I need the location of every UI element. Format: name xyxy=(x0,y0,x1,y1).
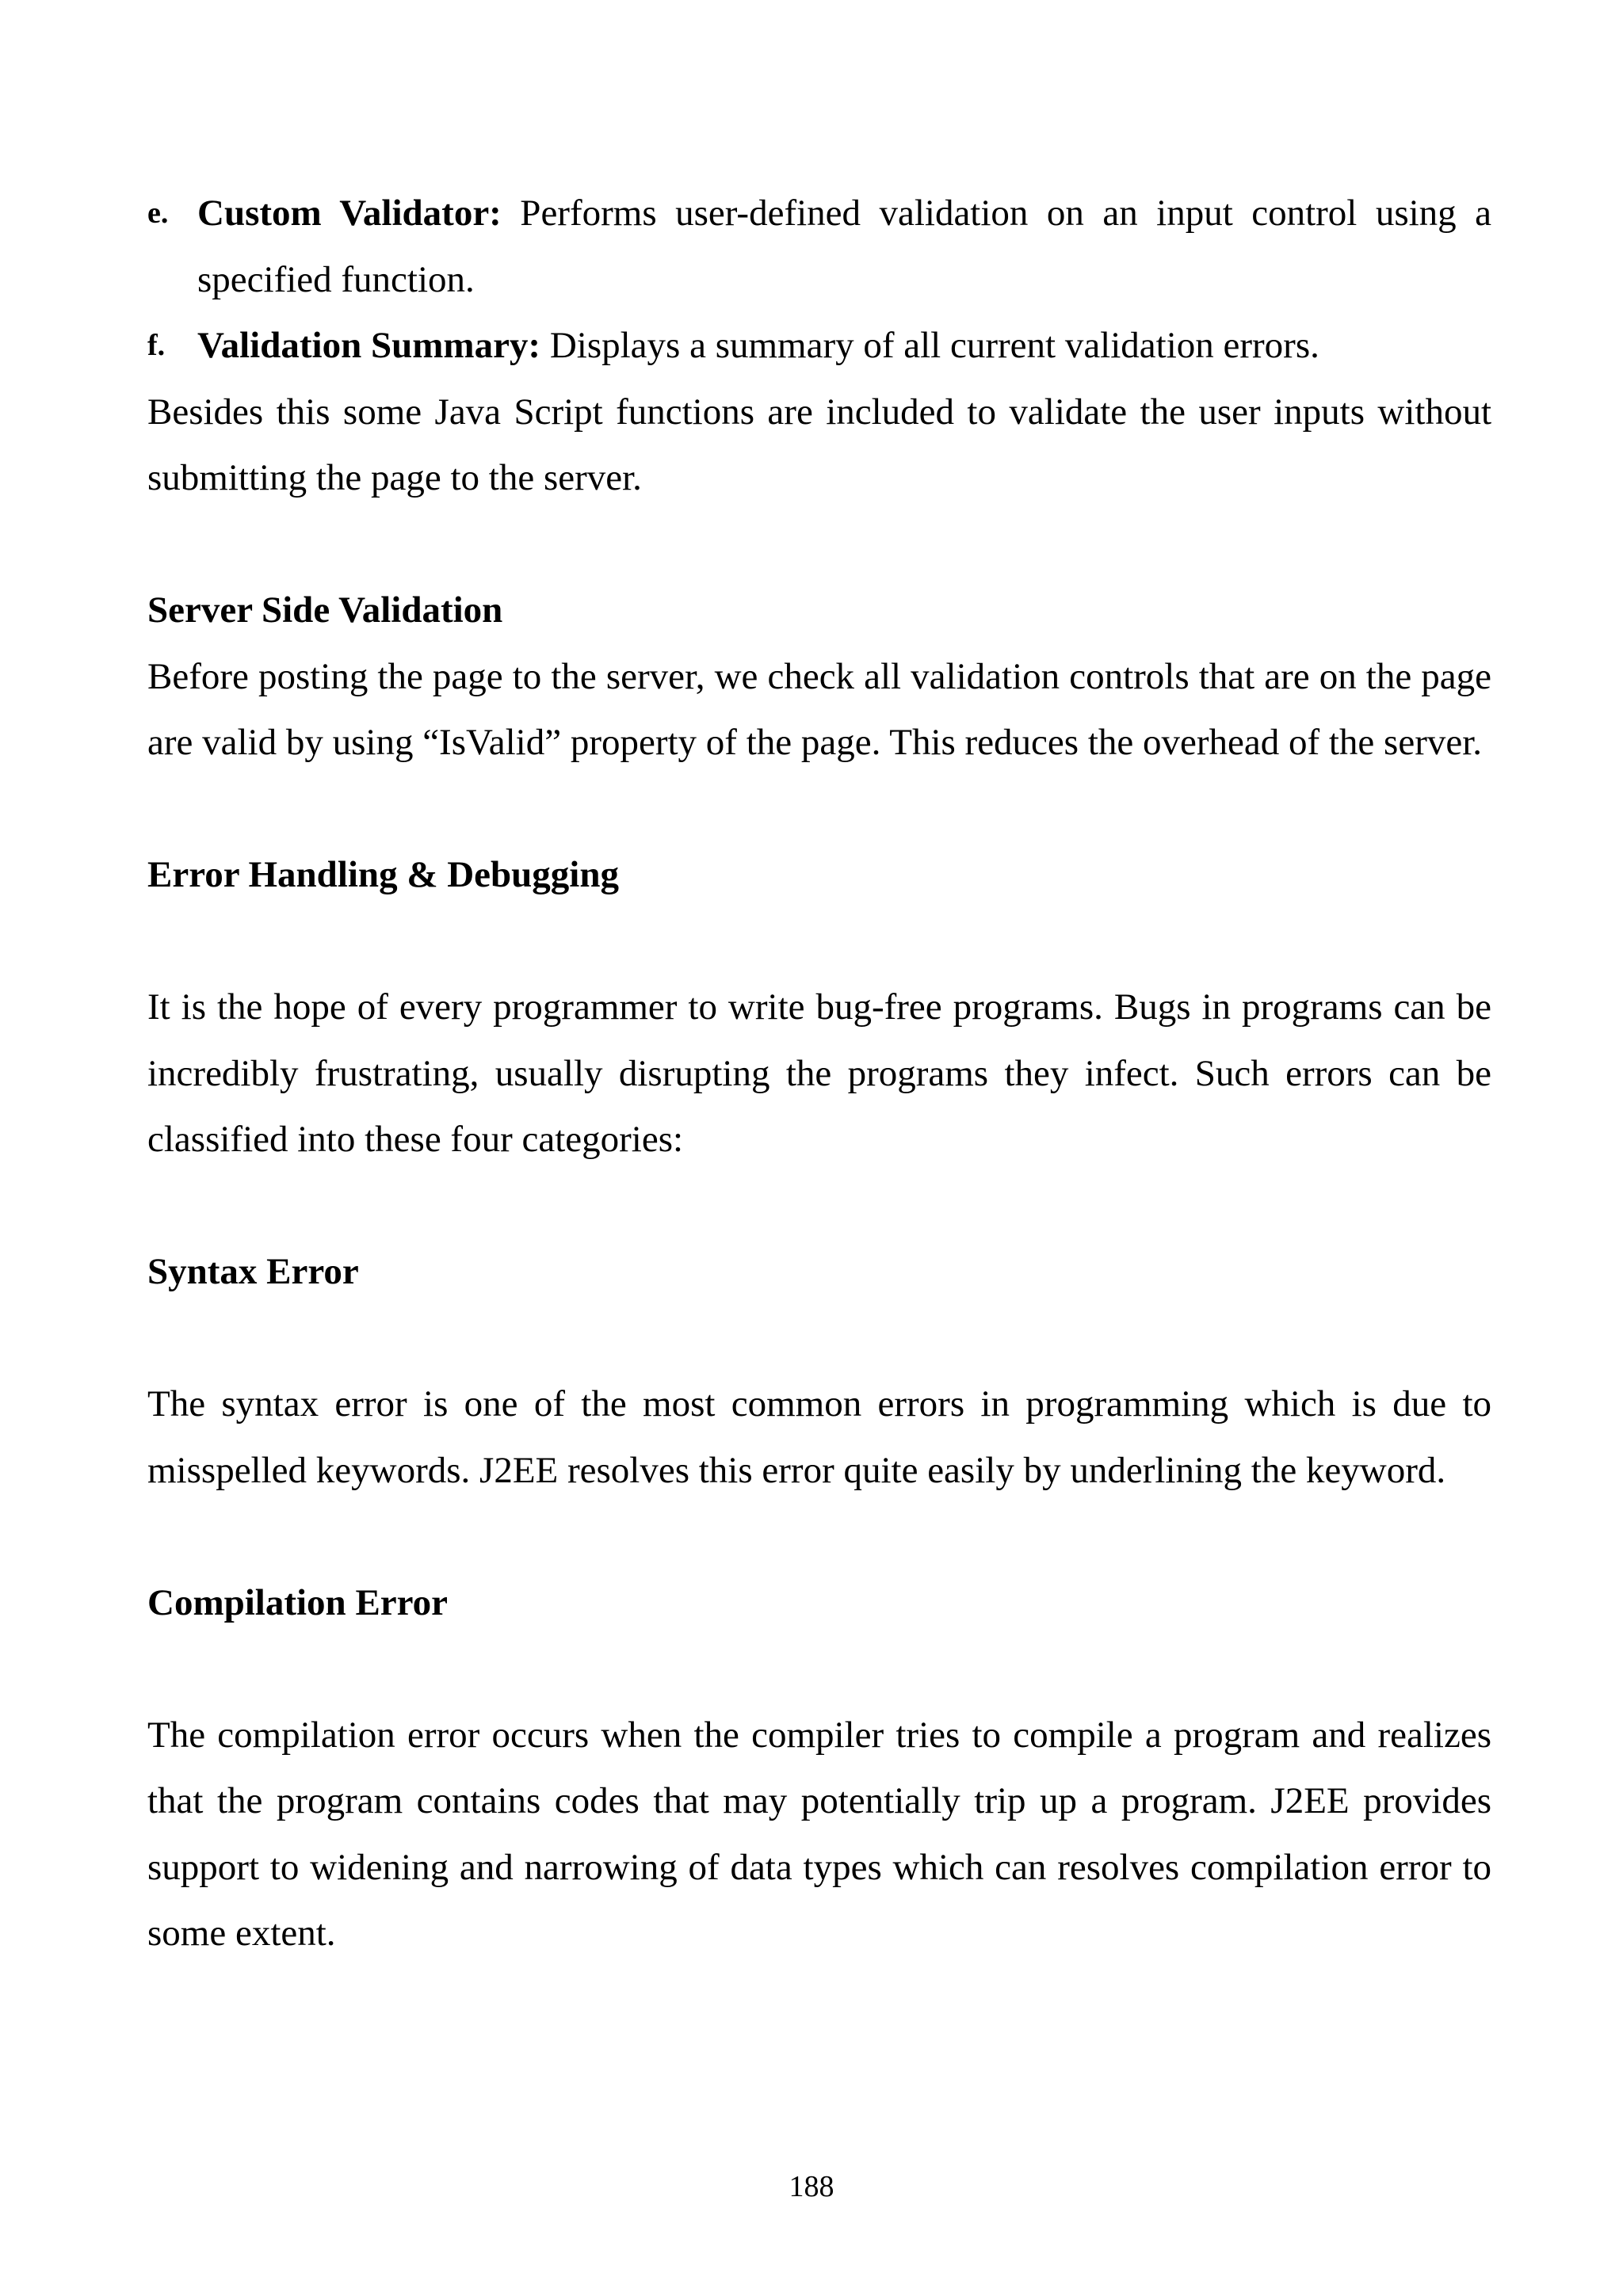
page-number: 188 xyxy=(789,2170,834,2203)
paragraph-compilation-error: The compilation error occurs when the compiler tries to compile a program and realizes that the program contains codes that may potentially trip up a program. J2EE provides support to widening and narrowing of data types which can resolves compilation error to some extent. xyxy=(147,1714,1491,1954)
spacer xyxy=(147,776,1491,843)
spacer xyxy=(147,909,1491,975)
term-custom-validator: Custom Validator: xyxy=(197,193,502,234)
paragraph-syntax-error: The syntax error is one of the most common errors in programming which is due to misspelled keywords. J2EE resolves this error quite easily by underlining the keyword. xyxy=(147,1383,1491,1491)
list-item-validation-summary xyxy=(147,313,1491,379)
heading-compilation-error: Compilation Error xyxy=(147,1581,449,1623)
definition-validation-summary: Displays a summary of all current validation errors. xyxy=(540,325,1319,366)
list-item-custom-validator xyxy=(147,181,1491,313)
term-validation-summary: Validation Summary: xyxy=(197,325,541,366)
heading-syntax-error: Syntax Error xyxy=(147,1251,359,1292)
heading-server-side-validation: Server Side Validation xyxy=(147,589,503,631)
paragraph-error-handling: It is the hope of every programmer to write bug-free programs. Bugs in programs can be incredibly frustrating, usually disrupting the programs they infect. Such errors can be classified into these four categories: xyxy=(147,986,1491,1160)
spacer xyxy=(147,1306,1491,1372)
spacer xyxy=(147,1636,1491,1703)
intro-paragraph: Besides this some Java Script functions are included to validate the user inputs without submitting the page to the server. xyxy=(147,391,1491,498)
list-marker: e. xyxy=(147,196,169,230)
spacer xyxy=(147,1173,1491,1240)
spacer xyxy=(147,1504,1491,1570)
definition-custom-validator: Performs user-defined validation on an input control using a specified function. xyxy=(197,193,1491,300)
list-marker: f. xyxy=(147,329,166,362)
heading-error-handling: Error Handling & Debugging xyxy=(147,854,620,895)
spacer xyxy=(147,512,1491,578)
document-page xyxy=(147,181,1491,1967)
paragraph-server-side-validation: Before posting the page to the server, we check all validation controls that are on the page are valid by using “IsValid” property of the page. This reduces the overhead of the server. xyxy=(147,655,1491,763)
